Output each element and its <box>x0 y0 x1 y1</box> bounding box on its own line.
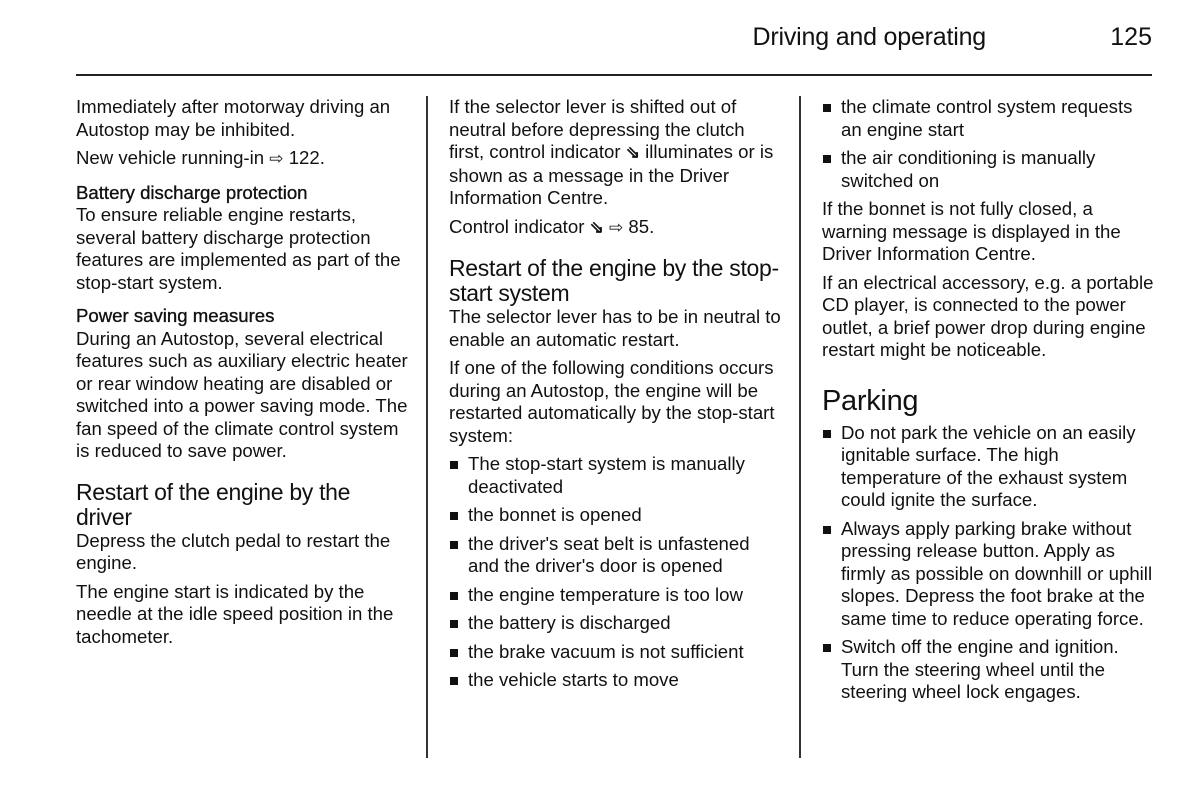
list-item <box>449 453 783 498</box>
list-item <box>449 641 783 664</box>
bullet-icon <box>823 104 831 112</box>
bonnet-paragraph: If the bonnet is not fully closed, a warning message is displayed in the Driver Information Centre. <box>822 198 1121 264</box>
list-item-text: the climate control system requests an engine start <box>841 96 1133 140</box>
power-saving-paragraph: During an Autostop, several electrical features such as auxiliary electric heater or rear window heating are disabled or switched into a power saving mode. The fan speed of the climate control system is reduced to save power. <box>76 327 408 461</box>
battery-heading: Battery discharge protection <box>76 181 308 203</box>
restart-driver-paragraph-1: Depress the clutch pedal to restart the engine. <box>76 529 391 573</box>
list-item-text: the driver's seat belt is unfastened and the driver's door is opened <box>468 532 750 576</box>
column-divider-1 <box>426 96 428 758</box>
list-item-text: the engine temperature is too low <box>468 583 743 605</box>
column-middle <box>449 96 783 698</box>
bullet-icon <box>823 526 831 534</box>
section-title: Driving and operating <box>752 23 986 51</box>
list-item <box>449 504 783 527</box>
list-item <box>822 147 1154 192</box>
column-divider-2 <box>799 96 801 758</box>
header-divider <box>76 74 1152 76</box>
control-indicator-text: Control indicator <box>449 215 585 237</box>
page-reference-icon: ⇨ <box>269 149 284 168</box>
list-item <box>822 636 1154 704</box>
list-item <box>822 518 1154 631</box>
bullet-icon <box>450 512 458 520</box>
column-left <box>76 96 410 654</box>
list-item <box>449 612 783 635</box>
bullet-icon <box>450 677 458 685</box>
list-item-text: Switch off the engine and ignition. Turn the steering wheel until the steering wheel lock engages. <box>841 636 1119 702</box>
page-reference: 85. <box>628 215 655 237</box>
page-reference-icon: ⇨ <box>608 217 624 237</box>
list-item <box>449 584 783 607</box>
list-item-text: the brake vacuum is not sufficient <box>468 640 744 662</box>
conditions-list-continued <box>822 96 1154 192</box>
restart-system-paragraph-1: The selector lever has to be in neutral to enable an automatic restart. <box>449 306 781 350</box>
bullet-icon <box>823 644 831 652</box>
list-item-text: the battery is discharged <box>468 612 671 633</box>
motorway-paragraph: Immediately after motorway driving an Autostop may be inhibited. <box>76 96 391 140</box>
accessory-paragraph: If an electrical accessory, e.g. a portable CD player, is connected to the power outlet, a brief power drop during engine restart might be noticeable. <box>822 271 1154 360</box>
selector-lever-text-b: illuminates or is shown as a message in the Driver Information Centre. <box>449 141 774 208</box>
parking-list <box>822 422 1154 704</box>
page-reference: 122. <box>288 147 325 168</box>
list-item-text: The stop-start system is manually deactivated <box>468 453 745 497</box>
bullet-icon <box>450 592 458 600</box>
bullet-icon <box>450 649 458 657</box>
conditions-list <box>449 453 783 692</box>
list-item <box>449 533 783 578</box>
restart-system-heading: Restart of the engine by the stop-start system <box>449 255 779 306</box>
list-item-text: the vehicle starts to move <box>468 669 679 690</box>
power-saving-heading: Power saving measures <box>76 305 275 326</box>
page-number: 125 <box>1110 23 1152 51</box>
selector-lever-paragraph <box>449 96 783 210</box>
list-item <box>822 96 1154 141</box>
running-in-paragraph <box>76 147 410 171</box>
restart-system-paragraph-2: If one of the following conditions occurs during an Autostop, the engine will be restarted automatically by the stop-start system: <box>449 357 775 446</box>
list-item-text: the bonnet is opened <box>468 504 642 525</box>
column-right <box>822 96 1154 710</box>
battery-paragraph: To ensure reliable engine restarts, several battery discharge protection features are implemented as part of the stop-start system. <box>76 204 401 293</box>
control-indicator-paragraph <box>449 216 783 240</box>
list-item-text: the air conditioning is manually switched on <box>841 147 1096 191</box>
list-item <box>822 422 1154 512</box>
list-item-text: Do not park the vehicle on an easily ignitable surface. The high temperature of the exhaust system could ignite the surface. <box>841 421 1136 510</box>
restart-driver-paragraph-2: The engine start is indicated by the needle at the idle speed position in the tachometer. <box>76 580 394 647</box>
bullet-icon <box>450 541 458 549</box>
bullet-icon <box>823 430 831 438</box>
bullet-icon <box>823 155 831 163</box>
bullet-icon <box>450 461 458 469</box>
list-item-text: Always apply parking brake without pressing release button. Apply as firmly as possible on downhill or uphill slopes. Depress the foot brake at the same time to reduce operating force. <box>841 517 1153 629</box>
running-in-text: New vehicle running-in <box>76 147 265 168</box>
parking-heading: Parking <box>822 384 919 417</box>
control-indicator-icon: ⇘ <box>625 143 640 162</box>
list-item <box>449 669 783 692</box>
restart-driver-heading: Restart of the engine by the driver <box>76 478 351 530</box>
bullet-icon <box>450 620 458 628</box>
control-indicator-icon: ⇘ <box>589 217 604 237</box>
selector-lever-text-a: If the selector lever is shifted out of neutral before depressing the clutch first, control indicator <box>449 96 745 162</box>
